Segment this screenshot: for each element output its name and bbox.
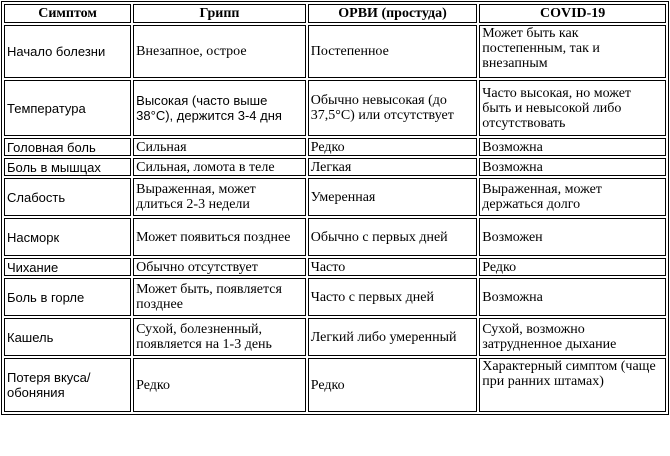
cell-arvi: Обычно с первых дней [308, 218, 478, 256]
table-row [4, 318, 666, 356]
cell-covid: Редко [479, 258, 666, 276]
cell-covid: Выраженная, может держаться долго [479, 178, 666, 216]
cell-symptom: Кашель [4, 318, 131, 356]
symptom-comparison-table [1, 1, 669, 415]
cell-flu: Редко [133, 358, 306, 412]
cell-symptom: Температура [4, 80, 131, 136]
cell-flu: Сильная, ломота в теле [133, 158, 306, 176]
cell-flu: Сильная [133, 138, 306, 156]
cell-arvi: Легкая [308, 158, 478, 176]
cell-symptom: Слабость [4, 178, 131, 216]
header-symptom: Симптом [4, 4, 131, 23]
cell-covid: Возможна [479, 158, 666, 176]
cell-symptom: Боль в мышцах [4, 158, 131, 176]
cell-flu: Обычно отсутствует [133, 258, 306, 276]
cell-arvi: Редко [308, 138, 478, 156]
table-row [4, 258, 666, 276]
header-arvi: ОРВИ (простуда) [308, 4, 478, 23]
cell-covid: Часто высокая, но может быть и невысокой либо отсутствовать [479, 80, 666, 136]
cell-flu: Может быть, появляется позднее [133, 278, 306, 316]
cell-arvi: Постепенное [308, 25, 478, 78]
symptom-comparison-table-wrapper [1, 1, 669, 415]
cell-flu: Выраженная, может длиться 2-3 недели [133, 178, 306, 216]
table-row [4, 218, 666, 256]
cell-arvi: Умеренная [308, 178, 478, 216]
header-covid: COVID-19 [479, 4, 666, 23]
table-row [4, 358, 666, 412]
cell-covid: Возможна [479, 278, 666, 316]
cell-covid: Возможна [479, 138, 666, 156]
cell-arvi: Редко [308, 358, 478, 412]
cell-flu: Внезапное, острое [133, 25, 306, 78]
cell-flu: Может появиться позднее [133, 218, 306, 256]
cell-flu: Высокая (часто выше 38°С), держится 3-4 дня [133, 80, 306, 136]
table-row [4, 158, 666, 176]
header-flu: Грипп [133, 4, 306, 23]
cell-symptom: Чихание [4, 258, 131, 276]
table-row [4, 25, 666, 78]
cell-arvi: Легкий либо умеренный [308, 318, 478, 356]
cell-symptom: Головная боль [4, 138, 131, 156]
table-row [4, 138, 666, 156]
cell-covid: Возможен [479, 218, 666, 256]
cell-covid: Может быть как постепенным, так и внезапным [479, 25, 666, 78]
table-row [4, 278, 666, 316]
table-row [4, 80, 666, 136]
cell-symptom: Насморк [4, 218, 131, 256]
cell-arvi: Часто [308, 258, 478, 276]
cell-arvi: Обычно невысокая (до 37,5°С) или отсутствует [308, 80, 478, 136]
table-header-row [4, 4, 666, 23]
cell-symptom: Потеря вкуса/обоняния [4, 358, 131, 412]
cell-covid: Характерный симптом (чаще при ранних штамах) [479, 358, 666, 412]
cell-covid: Сухой, возможно затрудненное дыхание [479, 318, 666, 356]
cell-arvi: Часто с первых дней [308, 278, 478, 316]
cell-symptom: Боль в горле [4, 278, 131, 316]
cell-symptom: Начало болезни [4, 25, 131, 78]
table-row [4, 178, 666, 216]
cell-flu: Сухой, болезненный, появляется на 1-3 день [133, 318, 306, 356]
